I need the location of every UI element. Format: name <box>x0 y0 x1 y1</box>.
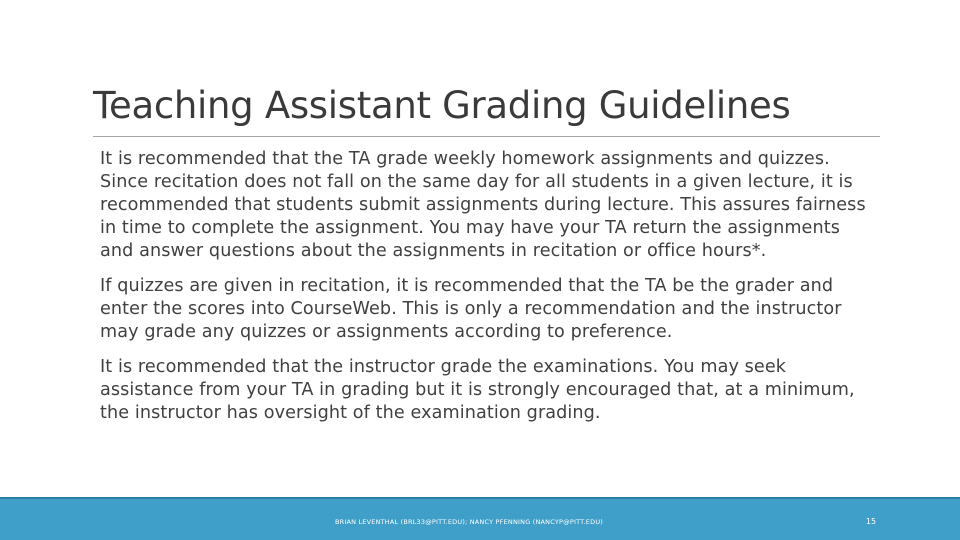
footer-author-credits: BRIAN LEVENTHAL (BRL33@PITT.EDU); NANCY PFENNING (NANCYP@PITT.EDU) <box>335 518 604 526</box>
paragraph-quiz-grading: If quizzes are given in recitation, it is recommended that the TA be the grader and enter the scores into CourseWeb. This is only a recommendation and the instructor may grade any quizzes or assignments according to preference. <box>100 276 842 342</box>
page-number: 15 <box>865 517 877 526</box>
title-divider <box>93 136 880 137</box>
paragraph-homework-grading: It is recommended that the TA grade weekly homework assignments and quizzes. Since recitation does not fall on the same day for all students in a given lecture, it is recommended that students submit assignments during lecture. This assures fairness in time to complete the assignment. You may have your TA return the assignments and answer questions about the assignments in recitation or office hours*. <box>100 149 866 261</box>
slide-title: Teaching Assistant Grading Guidelines <box>93 84 791 127</box>
slide-body <box>100 148 870 437</box>
paragraph-exam-grading: It is recommended that the instructor grade the examinations. You may seek assistance from your TA in grading but it is strongly encouraged that, at a minimum, the instructor has oversight of the examination grading. <box>100 357 855 423</box>
